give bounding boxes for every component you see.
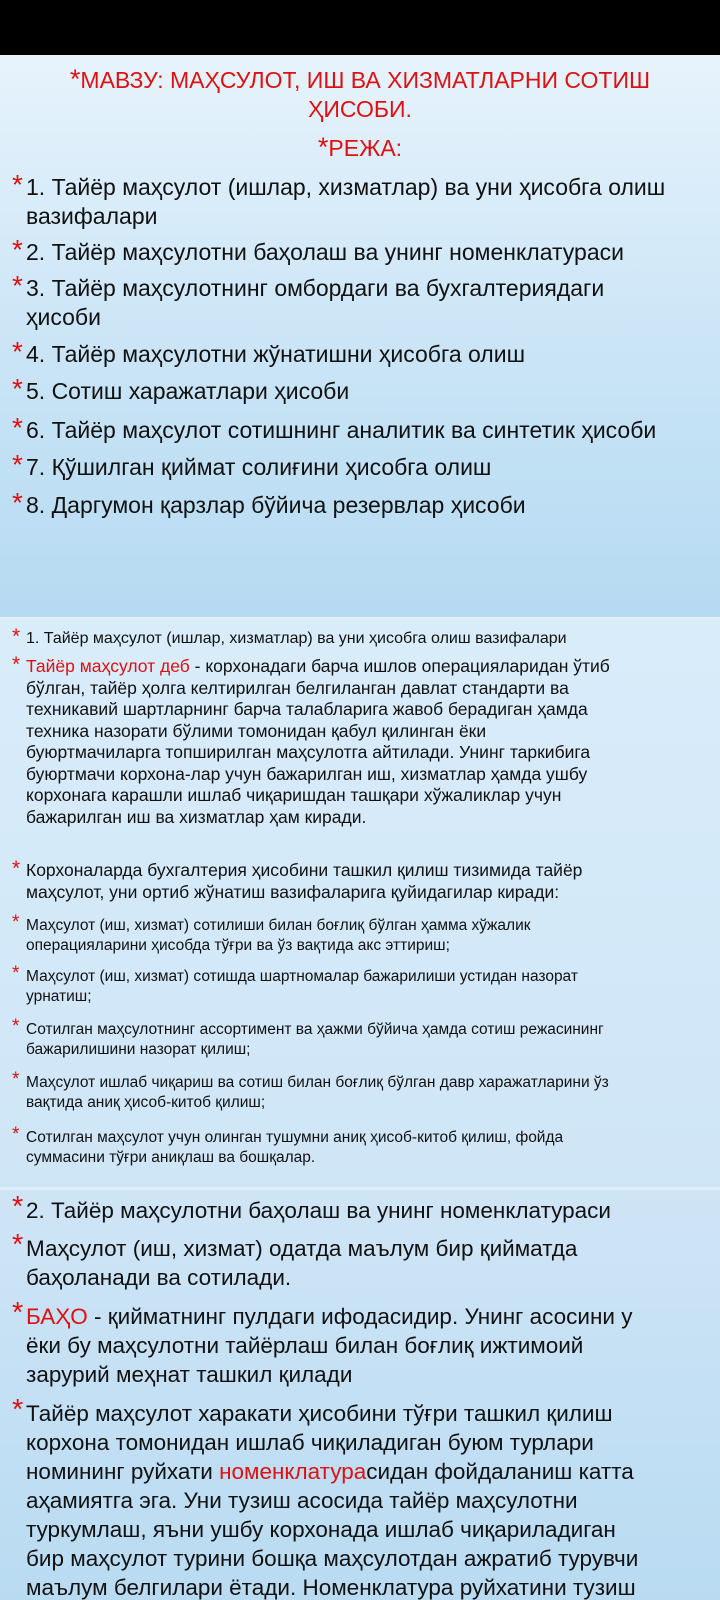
asterisk-bullet-icon: *: [12, 963, 20, 984]
asterisk-bullet-icon: *: [12, 625, 21, 648]
asterisk-bullet-icon: *: [12, 912, 20, 933]
asterisk-bullet-icon: *: [12, 169, 23, 200]
asterisk-bullet-icon: *: [12, 412, 23, 443]
plan-heading: *РЕЖА:: [317, 132, 403, 162]
asterisk-bullet-icon: *: [12, 1016, 20, 1037]
asterisk-bullet-icon: *: [12, 449, 23, 480]
asterisk-bullet-icon: *: [12, 1394, 24, 1426]
asterisk-bullet-icon: *: [12, 270, 23, 301]
slide-1: *МАВЗУ: МАҲСУЛОТ, ИШ ВА ХИЗМАТЛАРНИ СОТИШ ҲИСОБИ. *РЕЖА: * 1. Тайёр маҳсулот (ишлар, хизматлар) ва уни ҳисобга олиш вазифалари * 2. Тайёр маҳсулотни баҳолаш ва унинг номенклатураси * 3. Тайёр маҳсулотнинг омбордаги ва бухгалтериядаги ҳисоби * 4. Тайёр маҳсулотни жўнатишни ҳисобга олиш * 5. Сотиш харажатлари ҳисоби * 6. Тайёр маҳсулот сотишнинг аналитик ва синтетик ҳисоби * 7. Қўшилган қиймат солиғини ҳисобга олиш * 8. Даргумон қарзлар бўйича резервлар ҳисоби: [0, 55, 720, 617]
slide-2: * 1. Тайёр маҳсулот (ишлар, хизматлар) ва уни ҳисобга олиш вазифалари * Тайёр маҳсулот деб - корхонадаги барча ишлов операцияларидан ўтиб бўлган, тайёр ҳолга келтирилган белгиланган давлат стандарти ва техникавий шартларнинг барча талабларига жавоб берадиган ҳамда техника назорати бўлими томонидан қабул қилинган ёки буюртмачиларга топширилган маҳсулотга айтилади. Унинг таркибига буюртмачи корхона-лар учун бажарилган иш, хизматлар ҳамда ушбу корхонага карашли ишлаб чиқаришдан ташқари хўжаликлар учун бажарилган иш ва хизматлар ҳам киради. * Корхоналарда бухгалтерия ҳисобини ташкил қилиш тизимида тайёр маҳсулот, уни ортиб жўнатиш вазифаларига қуйидагилар киради: * Маҳсулот (иш, хизмат) сотилиши билан боғлиқ бўлган ҳамма хўжалик операцияларини ҳисобда тўғри ва ўз вақтида акс эттириш; * Маҳсулот (иш, хизмат) сотишда шартномалар бажарилиши устидан назорат урнатиш; * Сотилган маҳсулотнинг ассортимент ва ҳажми бўйича ҳамда сотиш режасининг бажарилишини назорат қилиш; * Маҳсулот ишлаб чиқариш ва сотиш билан боғлиқ бўлган давр харажатларини ўз вақтида аниқ ҳисоб-китоб қилиш; * Сотилган маҳсулот учун олинган тушумни аниқ ҳисоб-китоб қилиш, фойда суммасини тўғри аниқлаш ва бошқалар.: [0, 620, 720, 1187]
asterisk-bullet-icon: *: [12, 487, 23, 518]
slide-3: * 2. Тайёр маҳсулотни баҳолаш ва унинг номенклатураси * Маҳсулот (иш, хизмат) одатда маълум бир қийматда баҳоланади ва сотилади. * БАҲО - қийматнинг пулдаги ифодасидир. Унинг асосини у ёки бу маҳсулотни тайёрлаш билан боғлиқ ижтимоий зарурий меҳнат ташкил қилади * Тайёр маҳсулот харакати ҳисобини тўғри ташкил қилиш корхона томонидан ишлаб чиқиладиган буюм турлари номининг руйхати номенклатурасидан фойдаланиш катта аҳамиятга эга. Уни тузиш асосида тайёр маҳсулотни туркумлаш, яъни ушбу корхонада ишлаб чиқариладиган бир маҳсулот турини бошқа маҳсулотдан ажратиб турувчи маълум белгилари ётади. Номенклатура руйхатини тузиш: [0, 1190, 720, 1600]
asterisk-bullet-icon: *: [12, 653, 21, 676]
asterisk-bullet-icon: *: [12, 1191, 24, 1223]
asterisk-bullet-icon: *: [12, 1069, 20, 1090]
asterisk-bullet-icon: *: [12, 234, 23, 265]
topic-title: *МАВЗУ: МАҲСУЛОТ, ИШ ВА ХИЗМАТЛАРНИ СОТИШ ҲИСОБИ.: [69, 64, 651, 122]
asterisk-bullet-icon: *: [12, 336, 23, 367]
asterisk-bullet-icon: *: [12, 1297, 24, 1329]
asterisk-bullet-icon: *: [12, 857, 21, 880]
asterisk-bullet-icon: *: [12, 1229, 24, 1261]
asterisk-bullet-icon: *: [12, 373, 23, 404]
top-status-bar: [0, 0, 720, 55]
asterisk-bullet-icon: *: [69, 64, 81, 94]
asterisk-bullet-icon: *: [317, 132, 329, 162]
asterisk-bullet-icon: *: [12, 1124, 20, 1145]
